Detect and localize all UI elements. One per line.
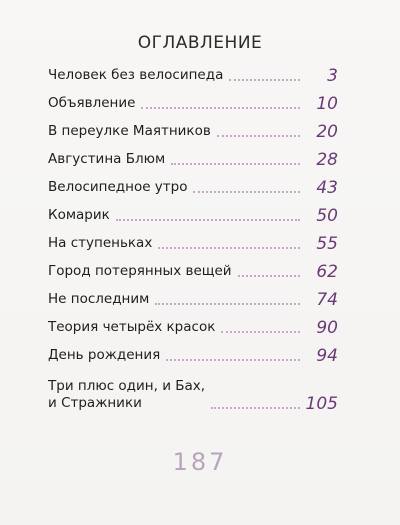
dot-leader	[158, 246, 300, 249]
toc-entry-title: День рождения	[48, 347, 161, 363]
toc-entry	[48, 171, 338, 199]
toc-entry	[48, 87, 338, 115]
toc-entry-page: 28	[316, 150, 338, 170]
toc-entry-page: 50	[316, 206, 338, 226]
toc-entry-page: 43	[316, 178, 338, 198]
toc-entry-page: 20	[316, 122, 338, 142]
dot-leader	[229, 78, 300, 81]
toc-entry-title: Теория четырёх красок	[48, 319, 216, 335]
dot-leader	[171, 162, 300, 165]
dot-leader	[238, 274, 300, 277]
toc-entry-title: Объявление	[48, 95, 136, 111]
toc-entry-page: 74	[316, 290, 338, 310]
toc-entry	[48, 367, 338, 415]
dot-leader	[116, 218, 300, 221]
toc-entry-page: 90	[316, 318, 338, 338]
toc-entry-page: 55	[316, 234, 338, 254]
toc-entry-title: Велосипедное утро	[48, 179, 188, 195]
dot-leader	[155, 302, 300, 305]
toc-entry	[48, 59, 338, 87]
toc-entry-title: Город потерянных вещей	[48, 263, 232, 279]
page-title: ОГЛАВЛЕНИЕ	[137, 33, 263, 53]
dot-leader	[221, 330, 300, 333]
dot-leader	[193, 190, 300, 193]
toc-entry-title: Не последним	[48, 291, 150, 307]
dot-leader	[217, 134, 300, 137]
toc-entry-page: 105	[305, 394, 338, 414]
toc-entry	[48, 283, 338, 311]
toc-entry	[48, 255, 338, 283]
dot-leader	[141, 106, 300, 109]
dot-leader	[166, 358, 300, 361]
toc-entry-page: 94	[316, 346, 338, 366]
table-of-contents	[48, 59, 338, 415]
toc-entry-page: 3	[327, 66, 338, 86]
page-number: 187	[172, 448, 228, 476]
toc-entry-title: Августина Блюм	[48, 151, 166, 167]
toc-entry-title: Человек без велосипеда	[48, 67, 224, 83]
toc-entry-title: Три плюс один, и Бах, и Стражники	[48, 378, 206, 411]
toc-entry	[48, 339, 338, 367]
toc-entry	[48, 199, 338, 227]
dot-leader	[211, 406, 300, 409]
toc-entry	[48, 227, 338, 255]
toc-entry	[48, 311, 338, 339]
toc-entry	[48, 115, 338, 143]
toc-entry-page: 10	[316, 94, 338, 114]
toc-entry-page: 62	[316, 262, 338, 282]
toc-entry-title: Комарик	[48, 207, 110, 223]
toc-entry-title: На ступеньках	[48, 235, 153, 251]
toc-entry	[48, 143, 338, 171]
toc-entry-title: В переулке Маятников	[48, 123, 211, 139]
